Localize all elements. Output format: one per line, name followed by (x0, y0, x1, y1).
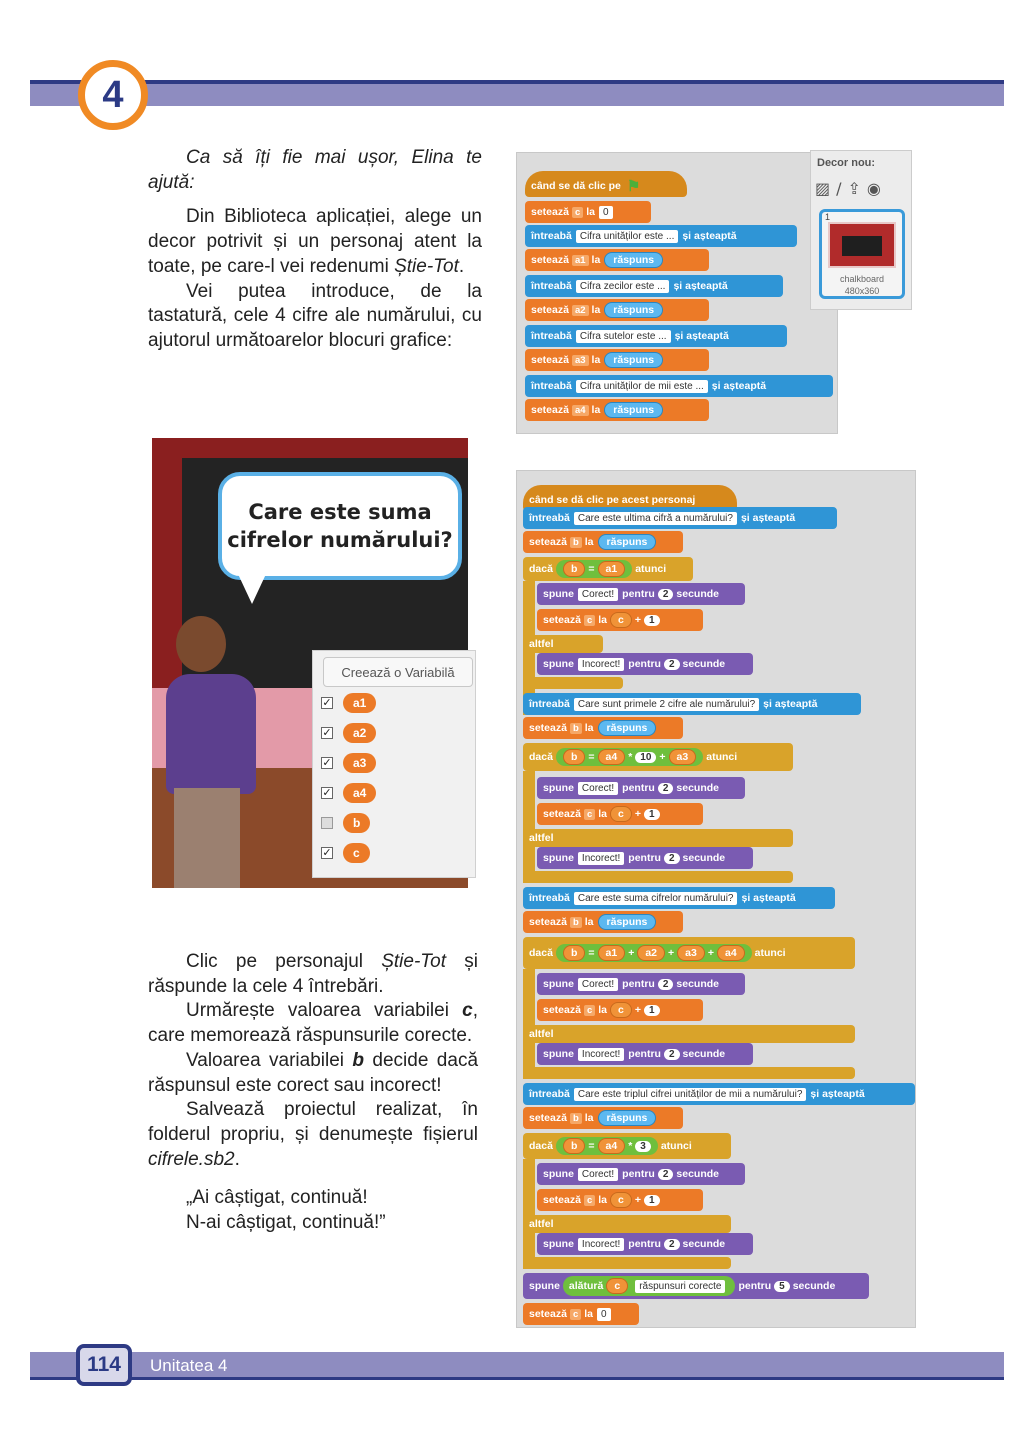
upload-icon[interactable]: ⇪ (847, 179, 867, 198)
lower-p1: Clic pe personajul Știe-Tot și răspunde la cele 4 întrebări. (148, 951, 478, 997)
chalkboard-image (828, 222, 896, 268)
set-block[interactable]: setează a3 la răspuns (525, 349, 709, 371)
say-block[interactable]: spune Corect! pentru 2 secunde (537, 583, 745, 605)
if-block[interactable]: dacă b = a1 atunci (523, 557, 693, 581)
sprite-head (176, 616, 226, 672)
camera-icon[interactable]: ◉ (866, 179, 887, 198)
change-block[interactable]: setează c la c + 1 (537, 1189, 703, 1211)
var-a4[interactable]: a4 (343, 783, 376, 803)
ask-block[interactable]: întreabă Cifra unităților de mii este ... și așteaptă (525, 375, 833, 397)
set-block[interactable]: setează a1 la răspuns (525, 249, 709, 271)
ask-block[interactable]: întreabă Care este ultima cifră a numărului? și așteaptă (523, 507, 837, 529)
if-block[interactable]: dacă b = a4 * 3 atunci (523, 1133, 731, 1159)
intro-p1: Ca să îți fie mai ușor, Elina te ajută: (148, 147, 482, 193)
var-row (321, 811, 370, 835)
var-row (321, 691, 376, 715)
ask-block[interactable]: întreabă Cifra sutelor este ... și așteaptă (525, 325, 787, 347)
variables-panel (312, 650, 476, 878)
unit-label: Unitatea 4 (150, 1356, 228, 1375)
script-panel-1 (516, 152, 838, 434)
ask-block[interactable]: întreabă Cifra zecilor este ... și așteaptă (525, 275, 783, 297)
var-a3[interactable]: a3 (343, 753, 376, 773)
var-checkbox[interactable]: ✓ (322, 846, 332, 859)
set-block[interactable]: setează b la răspuns (523, 1107, 683, 1129)
ask-block[interactable]: întreabă Cifra unităților este ... și așteaptă (525, 225, 797, 247)
decor-tools (815, 179, 887, 198)
lower-p2: Urmărește valoarea variabilei c, care memorează răspunsurile corecte. (148, 1000, 478, 1047)
intro-p3: Vei putea introduce, de la tastatură, cele 4 cifre ale numărului, cu ajutorul următoarelor blocuri grafice: (148, 280, 482, 351)
say-block[interactable]: spune Incorect! pentru 2 secunde (537, 1043, 753, 1065)
say-block[interactable]: spune Corect! pentru 2 secunde (537, 973, 745, 995)
var-row (321, 841, 370, 865)
say-block[interactable]: spune Incorect! pentru 2 secunde (537, 847, 753, 869)
var-checkbox[interactable] (321, 817, 333, 829)
sprite-legs (174, 788, 240, 888)
create-variable-button[interactable]: Creează o Variabilă (323, 657, 473, 687)
backdrop-thumbnail[interactable] (819, 209, 905, 299)
change-block[interactable]: setează c la c + 1 (537, 803, 703, 825)
var-checkbox[interactable]: ✓ (322, 726, 332, 739)
thumb-index: 1 (825, 212, 831, 222)
chapter-number: 4 (102, 73, 124, 116)
var-a2[interactable]: a2 (343, 723, 376, 743)
var-checkbox[interactable]: ✓ (322, 696, 332, 709)
script-panel-2 (516, 470, 916, 1328)
var-checkbox[interactable]: ✓ (322, 786, 332, 799)
var-row (321, 781, 376, 805)
else-label: altfel (523, 1215, 731, 1233)
set-block[interactable]: setează c la 0 (525, 201, 651, 223)
chapter-badge (78, 60, 148, 130)
var-row (321, 751, 376, 775)
var-checkbox[interactable]: ✓ (322, 756, 332, 769)
else-label: altfel (523, 635, 603, 653)
set-block[interactable]: setează b la răspuns (523, 911, 683, 933)
ask-block[interactable]: întreabă Care este suma cifrelor numărului? și așteaptă (523, 887, 835, 909)
say-block[interactable]: spune Incorect! pentru 2 secunde (537, 653, 753, 675)
var-row (321, 721, 376, 745)
else-label: altfel (523, 1025, 855, 1043)
lower-p3: Valoarea variabilei b decide dacă răspunsul este corect sau incorect! (148, 1049, 479, 1096)
if-block[interactable]: dacă b = a4 * 10 + a3 atunci (523, 743, 793, 771)
quote-line-2: N-ai câștigat, continuă!” (186, 1212, 386, 1234)
say-block[interactable]: spune Incorect! pentru 2 secunde (537, 1233, 753, 1255)
thumb-size: 480x360 (844, 286, 880, 296)
intro-p2: Din Biblioteca aplicației, alege un decor potrivit și un personaj atent la toate, pe care-l vei redenumi Știe-Tot. (148, 206, 482, 277)
instructions-text (148, 950, 478, 1236)
hat-block[interactable]: când se dă clic pe acest personaj (523, 485, 737, 511)
image-icon[interactable]: ▨ (815, 179, 837, 198)
sprite-body (166, 674, 256, 794)
backdrop-panel (810, 150, 912, 310)
paint-brush-icon[interactable]: / (836, 179, 848, 198)
ask-block[interactable]: întreabă Care este triplul cifrei unităților de mii a numărului? și așteaptă (523, 1083, 915, 1105)
thumb-name: chalkboard (839, 274, 885, 284)
header-bar (30, 80, 1004, 106)
set-block[interactable]: setează b la răspuns (523, 531, 683, 553)
if-block[interactable]: dacă b = a1 + a2 + a3 + a4 atunci (523, 937, 855, 969)
change-block[interactable]: setează c la c + 1 (537, 999, 703, 1021)
intro-text (148, 146, 482, 354)
page-number: 114 (87, 1353, 121, 1376)
speech-bubble: Care este suma cifrelor numărului? (218, 472, 462, 580)
set-block[interactable]: setează c la 0 (523, 1303, 639, 1325)
var-c[interactable]: c (343, 843, 370, 863)
say-block[interactable]: spune Corect! pentru 2 secunde (537, 777, 745, 799)
lower-p4: Salvează proiectul realizat, în folderul propriu, și denumește fișierul cifrele.sb2. (148, 1099, 478, 1170)
quote-line-1: „Ai câștigat, continuă! (186, 1187, 368, 1209)
ask-block[interactable]: întreabă Care sunt primele 2 cifre ale numărului? și așteaptă (523, 693, 861, 715)
var-a1[interactable]: a1 (343, 693, 376, 713)
set-block[interactable]: setează b la răspuns (523, 717, 683, 739)
decor-label: Decor nou: (817, 157, 876, 169)
var-b[interactable]: b (343, 813, 370, 833)
page-number-box (76, 1344, 132, 1386)
say-join-block[interactable]: spune alătură c răspunsuri corecte pentru 5 secunde (523, 1273, 869, 1299)
bubble-tail (238, 574, 266, 604)
set-block[interactable]: setează a4 la răspuns (525, 399, 709, 421)
green-flag-icon: ⚑ (626, 178, 641, 195)
else-label: altfel (523, 829, 793, 847)
change-block[interactable]: setează c la c + 1 (537, 609, 703, 631)
set-block[interactable]: setează a2 la răspuns (525, 299, 709, 321)
say-block[interactable]: spune Corect! pentru 2 secunde (537, 1163, 745, 1185)
hat-block[interactable]: când se dă clic pe ⚑ (525, 171, 687, 197)
